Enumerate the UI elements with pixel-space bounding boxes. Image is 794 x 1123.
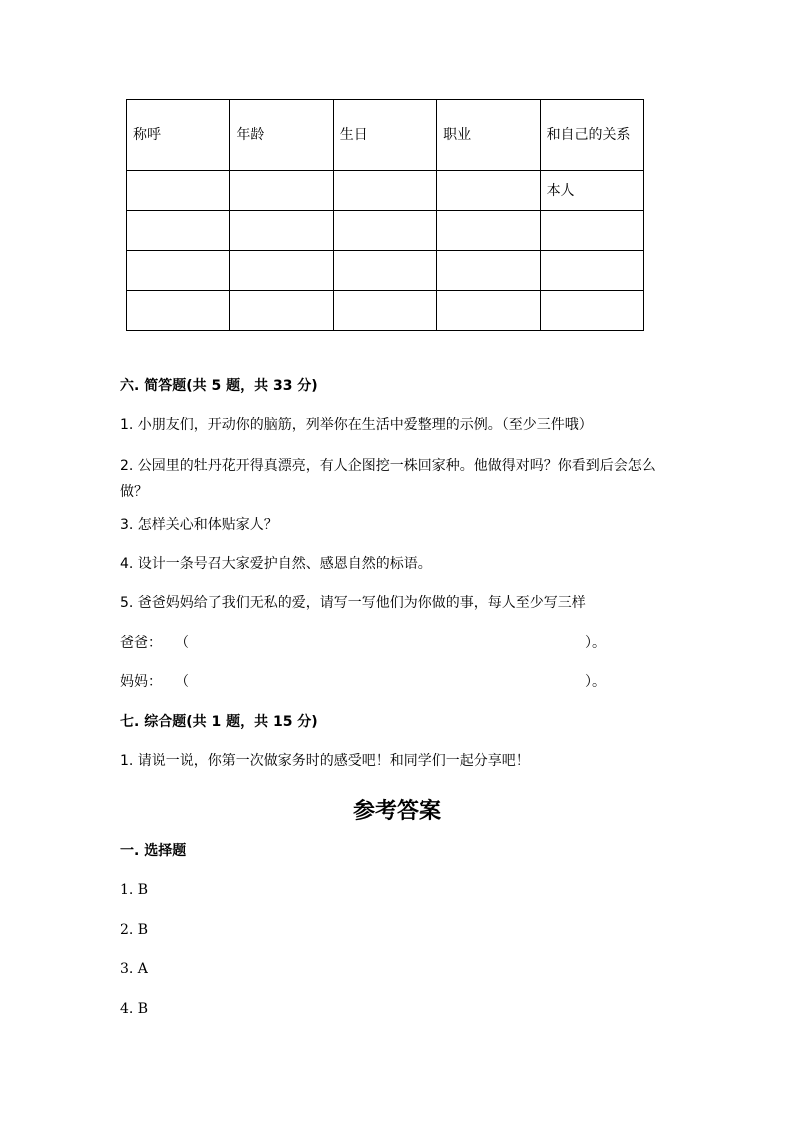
table-header-cell: 生日: [333, 100, 436, 171]
table-cell[interactable]: [230, 171, 333, 211]
table-cell[interactable]: [437, 291, 540, 331]
answer-key-title: 参考答案: [352, 798, 441, 824]
table-header-cell: 和自己的关系: [540, 100, 643, 171]
table-row: [127, 211, 644, 251]
question-6-4: 4. 设计一条号召大家爱护自然、感恩自然的标语。: [120, 556, 432, 572]
table-cell: 本人: [540, 171, 643, 211]
mom-answer-row: [120, 671, 162, 693]
question-7-1: 1. 请说一说，你第一次做家务时的感受吧！和同学们一起分享吧！: [120, 753, 530, 769]
table-row: [127, 251, 644, 291]
question-6-2: 2. 公园里的牡丹花开得真漂亮，有人企图挖一株回家种。他做得对吗？你看到后会怎么做？: [120, 458, 656, 500]
table-cell[interactable]: [230, 211, 333, 251]
table-cell[interactable]: [230, 291, 333, 331]
table-row: [127, 291, 644, 331]
table-header-row: [127, 100, 644, 171]
dad-label: 爸爸：: [120, 635, 162, 651]
question-6-5: 5. 爸爸妈妈给了我们无私的爱，请写一写他们为你做的事，每人至少写三样: [120, 595, 586, 611]
table-cell[interactable]: [127, 251, 230, 291]
family-info-table: [126, 99, 644, 331]
table-header-cell: 职业: [437, 100, 540, 171]
answer-item: 3. A: [120, 961, 148, 977]
dad-blank-close: ）。: [585, 635, 606, 651]
mom-blank-close: ）。: [585, 674, 606, 690]
table-cell[interactable]: [333, 251, 436, 291]
table-cell[interactable]: [540, 211, 643, 251]
answer-item: 2. B: [120, 922, 149, 938]
mom-label: 妈妈：: [120, 674, 162, 690]
answer-item: 1. B: [120, 882, 149, 898]
table-cell[interactable]: [540, 291, 643, 331]
table-header-cell: 年龄: [230, 100, 333, 171]
question-6-3: 3. 怎样关心和体贴家人？: [120, 517, 278, 533]
table-cell[interactable]: [437, 251, 540, 291]
mom-blank-open[interactable]: （: [175, 674, 189, 690]
table-row: [127, 171, 644, 211]
table-header-cell: 称呼: [127, 100, 230, 171]
table-cell[interactable]: [540, 251, 643, 291]
table-cell[interactable]: [333, 171, 436, 211]
table-cell[interactable]: [127, 211, 230, 251]
table-cell[interactable]: [127, 291, 230, 331]
section6-heading: 六. 简答题(共 5 题，共 33 分): [120, 378, 318, 394]
table-cell[interactable]: [127, 171, 230, 211]
dad-answer-row: [120, 632, 162, 654]
question-6-1: 1. 小朋友们，开动你的脑筋，列举你在生活中爱整理的示例。（至少三件哦）: [120, 417, 593, 433]
section7-heading: 七. 综合题(共 1 题，共 15 分): [120, 714, 318, 730]
table-cell[interactable]: [437, 211, 540, 251]
dad-blank-open[interactable]: （: [175, 635, 189, 651]
answers-section1-heading: 一. 选择题: [120, 843, 187, 859]
table-cell[interactable]: [333, 291, 436, 331]
table-cell[interactable]: [333, 211, 436, 251]
answer-item: 4. B: [120, 1001, 149, 1017]
table-cell[interactable]: [230, 251, 333, 291]
table-cell[interactable]: [437, 171, 540, 211]
